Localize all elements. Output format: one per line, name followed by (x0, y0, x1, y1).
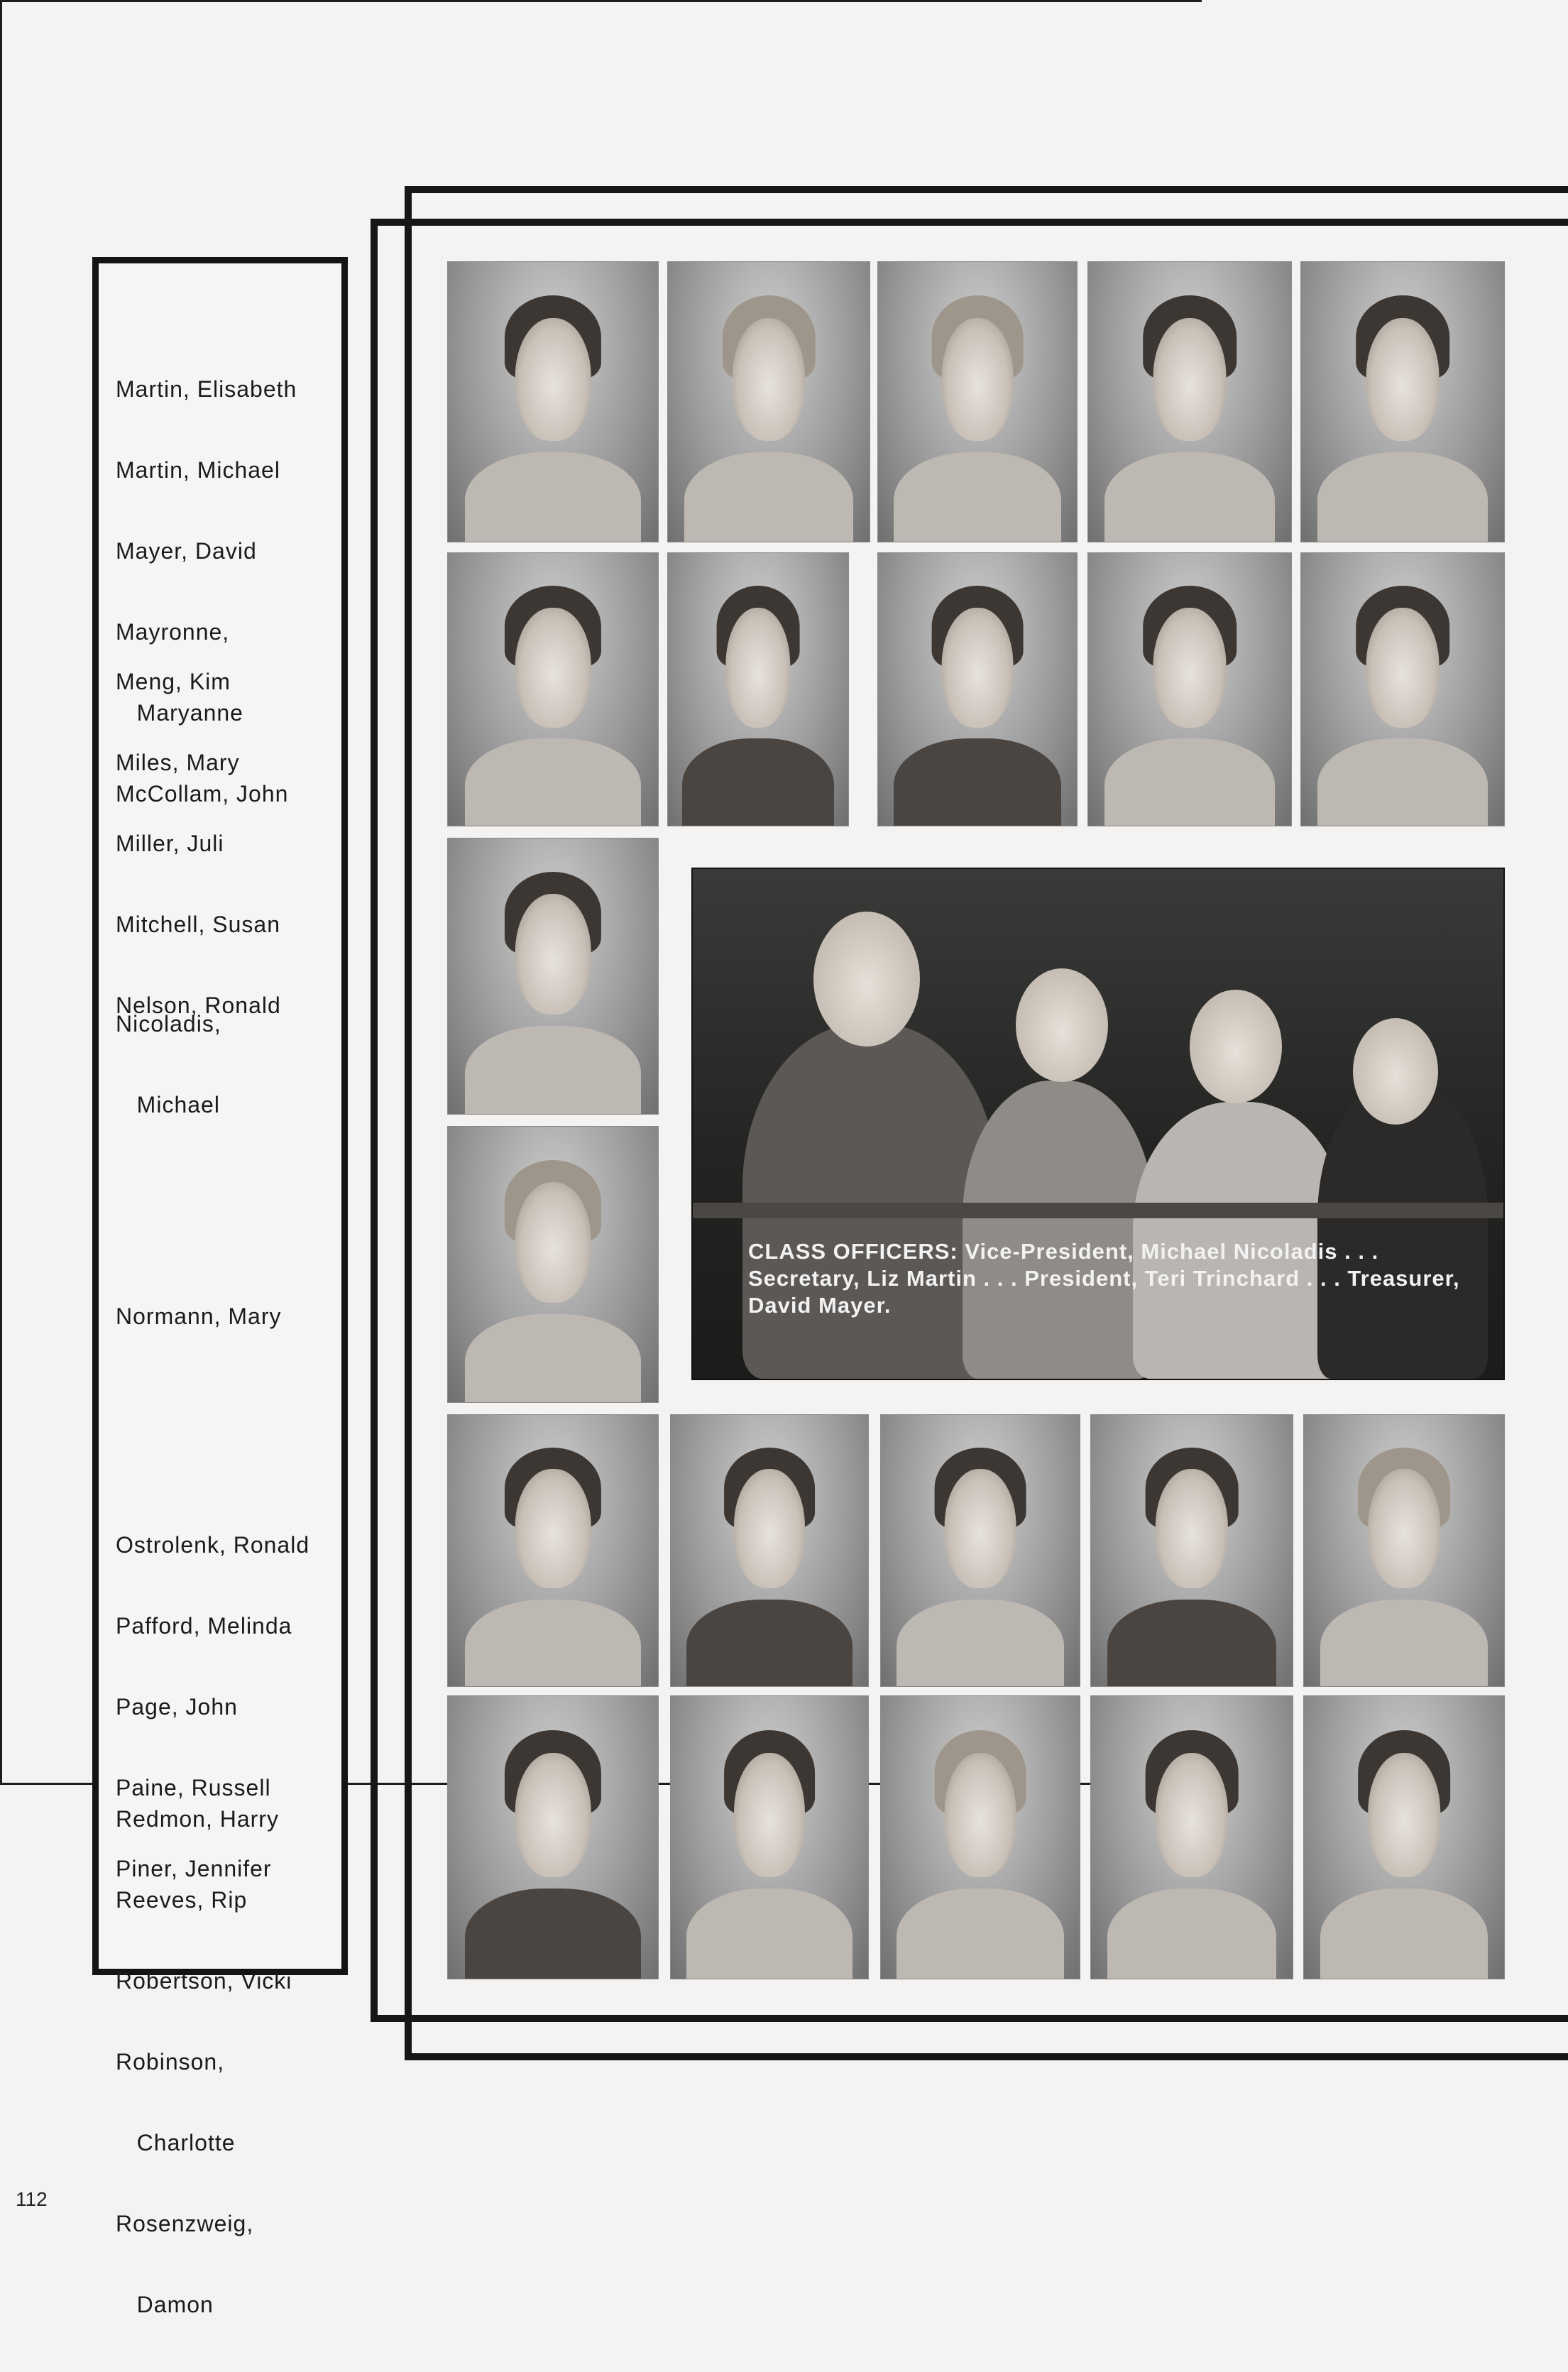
name-entry: Miles, Mary (116, 750, 240, 775)
portrait-photo (447, 552, 659, 826)
portrait-photo (877, 552, 1078, 826)
name-entry: Mayronne, (116, 619, 230, 645)
officers-caption: CLASS OFFICERS: Vice-President, Michael Nicoladis . . . Secretary, Liz Martin . . . President, Teri Trinchard . . . Treasurer, David Mayer. (748, 1239, 1460, 1318)
officer-head (813, 912, 920, 1046)
portrait-photo (1300, 261, 1505, 542)
name-entry: Maryanne (116, 700, 243, 726)
portrait-photo (1303, 1695, 1505, 1979)
name-entry: Michael (116, 1092, 220, 1117)
portrait-photo (670, 1414, 869, 1687)
name-entry: Redmon, Harry (116, 1806, 279, 1832)
name-group-row-6 (116, 1751, 292, 2372)
name-entry: Paine, Russell (116, 1775, 271, 1800)
officer-figure (742, 1024, 998, 1379)
name-entry: Mayer, David (116, 538, 257, 564)
portrait-photo (447, 838, 659, 1115)
name-entry: Piner, Jennifer (116, 1856, 272, 1881)
portrait-photo (1087, 552, 1292, 826)
name-entry: Martin, Elisabeth (116, 376, 297, 402)
portrait-photo (880, 1414, 1080, 1687)
portrait-photo (1090, 1695, 1293, 1979)
name-entry: Mitchell, Susan (116, 912, 280, 937)
name-entry: McCollam, John (116, 781, 289, 807)
name-entry: Charlotte (116, 2130, 236, 2155)
name-entry: Miller, Juli (116, 831, 224, 856)
portrait-photo (1087, 261, 1292, 542)
class-officers-photo (691, 868, 1505, 1380)
portrait-photo (447, 261, 659, 542)
portrait-photo (1300, 552, 1505, 826)
name-entry: Pafford, Melinda (116, 1613, 292, 1639)
fence-rail (693, 1203, 1503, 1218)
name-entry: Ostrolenk, Ronald (116, 1532, 310, 1558)
name-entry: Robertson, Vicki (116, 1968, 292, 1994)
portrait-photo (447, 1695, 659, 1979)
portrait-photo (1090, 1414, 1293, 1687)
portrait-photo (1303, 1414, 1505, 1687)
name-group-row-3 (116, 956, 221, 1172)
name-group-row-4 (116, 1249, 282, 1384)
page-number: 112 (16, 2188, 48, 2210)
portrait-photo (447, 1414, 659, 1687)
officer-figure (1317, 1081, 1488, 1379)
name-entry: Page, John (116, 1694, 238, 1720)
portrait-photo (447, 1126, 659, 1403)
portrait-photo (670, 1695, 869, 1979)
name-entry: Robinson, (116, 2049, 225, 2075)
name-entry: Nicoladis, (116, 1011, 221, 1037)
name-entry: Nelson, Ronald (116, 993, 281, 1018)
name-entry: Rosenzweig, (116, 2211, 254, 2236)
name-entry: Reeves, Rip (116, 1887, 248, 1913)
portrait-photo (880, 1695, 1080, 1979)
name-entry: Meng, Kim (116, 669, 231, 694)
officer-head (1353, 1018, 1438, 1125)
name-entry: Normann, Mary (116, 1303, 282, 1329)
name-entry: Martin, Michael (116, 457, 280, 483)
name-list-box (92, 257, 348, 2317)
portrait-photo (667, 261, 870, 542)
portrait-photo (877, 261, 1078, 542)
name-entry: Damon (116, 2292, 214, 2317)
officer-figure (963, 1081, 1154, 1379)
officer-head (1016, 968, 1108, 1082)
officer-head (1190, 990, 1282, 1103)
portrait-photo (667, 552, 849, 826)
